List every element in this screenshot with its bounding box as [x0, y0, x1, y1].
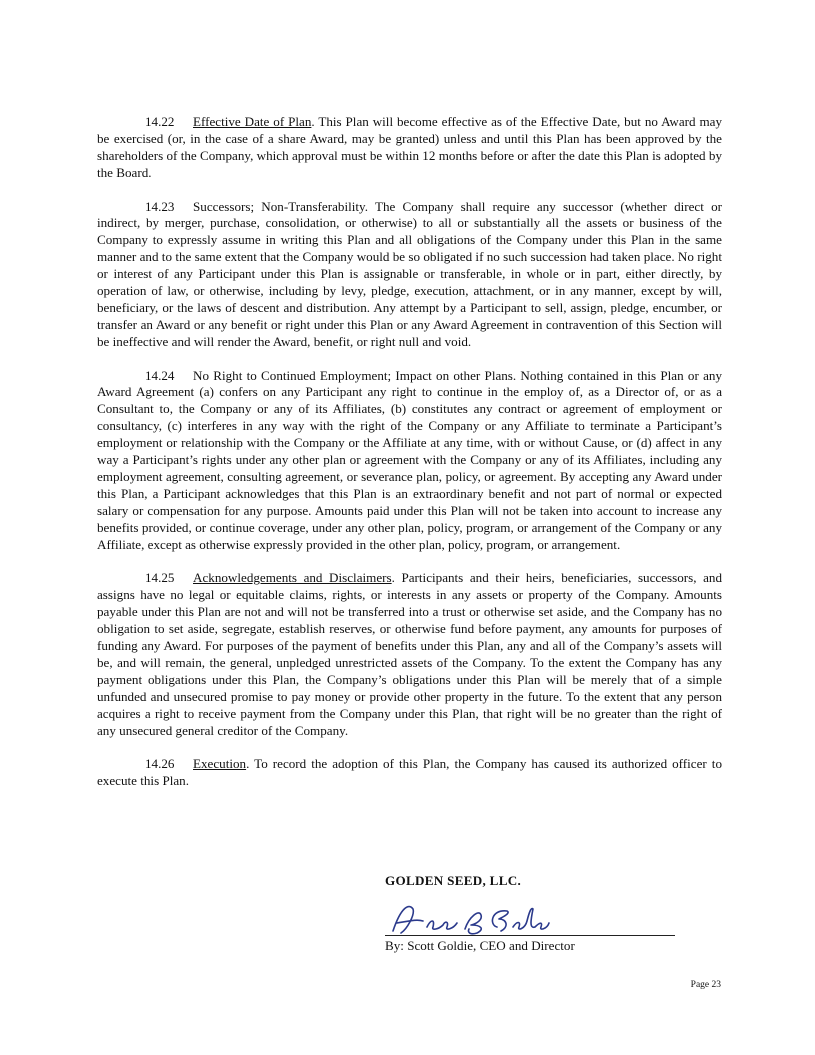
company-name: GOLDEN SEED, LLC.: [385, 873, 522, 888]
signature-line: [385, 899, 675, 936]
section-body: . To record the adoption of this Plan, the Company has caused its authorized officer to execute this Plan.: [97, 756, 722, 789]
signatory-byline: By: Scott Goldie, CEO and Director: [385, 938, 575, 953]
section-14-22: [97, 114, 722, 182]
signature-block: [385, 873, 685, 954]
page-number: Page 23: [690, 980, 721, 990]
section-14-24: [97, 368, 722, 554]
section-number: 14.23: [145, 198, 175, 214]
section-title: Effective Date of Plan: [193, 114, 312, 129]
section-title: No Right to Continued Employment; Impact on other Plans: [193, 367, 513, 383]
section-title: Successors; Non-Transferability: [193, 198, 365, 214]
section-14-25: [97, 570, 722, 739]
section-body: . The Company shall require any successor (whether direct or indirect, by merger, purchase, consolidation, or otherwise) to all or substantially all the assets or business of the Company to expressly assume in writing this Plan and all obligations of the Company under this Plan in the same manner and to the same extent that the Company would be so obligated if no such succession had taken place. No right or interest of any Participant under this Plan is assignable or transferable, in whole or in part, either directly, by operation of law, or otherwise, including by levy, pledge, execution, attachment, or in any manner, except by will, beneficiary, or the laws of descent and distribution. Any attempt by a Participant to sell, assign, pledge, encumber, or transfer an Award or any benefit or right under this Plan or any Award Agreement in contravention of this Section will be ineffective and will render the Award, benefit, or right null and void.: [97, 198, 722, 349]
section-title: Execution: [193, 756, 247, 772]
document-body: [97, 114, 722, 807]
section-body: . Participants and their heirs, beneficiaries, successors, and assigns have no legal or equitable claims, rights, or interests in any assets or property of the Company. Amounts payable under this Plan are not and will not be transferred into a trust or otherwise set aside, and the Company has no obligation to set aside, segregate, establish reserves, or otherwise fund before payment, any amounts for purposes of funding any Award. For purposes of the payment of benefits under this Plan, any and all of the Company’s assets will be, and will remain, the general, unpledged unrestricted assets of the Company. To the extent the Company has any payment obligations under this Plan, the Company’s obligations under this Plan will be merely that of a simple unfunded and unsecured promise to pay money or provide other property in the future. To the extent that any person acquires a right to receive payment from the Company under this Plan, that right will be no greater than the right of any unsecured general creditor of the Company.: [97, 570, 722, 738]
section-14-23: [97, 199, 722, 351]
section-14-26: [97, 756, 722, 790]
section-number: 14.24: [145, 367, 175, 383]
section-body: . This Plan will become effective as of the Effective Date, but no Award may be exercised (or, in the case of a share Award, may be granted) unless and until this Plan has been approved by the shareholders of the Company, which approval must be within 12 months before or after the date this Plan is adopted by the Board.: [97, 114, 722, 180]
section-title: Acknowledgements and Disclaimers: [193, 570, 392, 586]
handwritten-signature: [387, 899, 567, 939]
section-number: 14.22: [145, 114, 175, 129]
section-body: . Nothing contained in this Plan or any Award Agreement (a) confers on any Participant any right to continue in the employ of, as a Director of, or as a Consultant to, the Company or any of its Affiliates, (b) constitutes any contract or agreement of employment or consultancy, (c) interferes in any way with the right of the Company or any Affiliate to terminate a Participant’s employment or relationship with the Company or the Affiliate at any time, with or without Cause, or (d) affect in any way a Participant’s rights under any other plan or agreement with the Company or any of its Affiliates, including any employment agreement, consulting agreement, or severance plan, policy, or agreement. By accepting any Award under this Plan, a Participant acknowledges that this Plan is an extraordinary benefit and not part of normal or expected salary or compensation for any purpose. Amounts paid under this Plan will not be taken into account to increase any benefits provided, or continue coverage, under any other plan, policy, program, or arrangement of the Company or any Affiliate, except as otherwise expressly provided in the other plan, policy, program, or arrangement.: [97, 367, 722, 552]
section-number: 14.26: [145, 756, 175, 772]
section-number: 14.25: [145, 570, 175, 586]
